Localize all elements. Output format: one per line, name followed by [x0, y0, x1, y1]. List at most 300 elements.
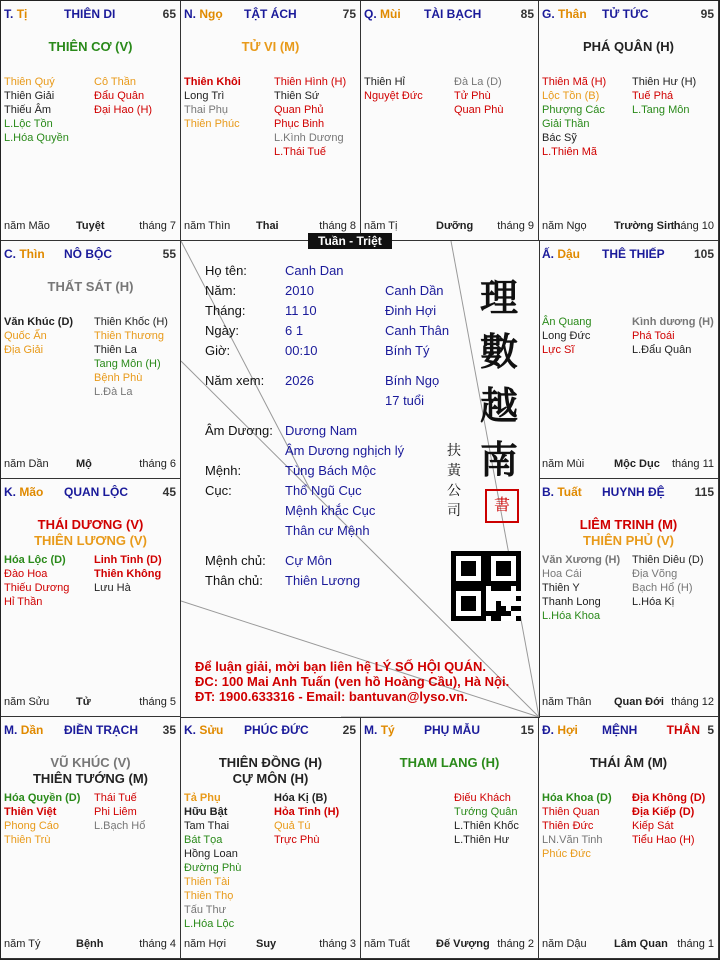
small-calligraphy	[447, 441, 469, 521]
info-value: Âm Dương nghịch lý	[285, 443, 405, 458]
minor-star: Văn Khúc (D)	[4, 316, 74, 328]
cell-footer	[184, 938, 356, 952]
minor-star: Thiên Phúc	[184, 118, 240, 130]
cell-age-number: 105	[693, 247, 714, 261]
minor-star: L.Hóa Khoa	[542, 610, 601, 622]
cell-stem: B.	[542, 485, 554, 499]
info-row	[205, 573, 455, 591]
minor-star: Phi Liêm	[94, 806, 137, 818]
main-star: THÁI DƯƠNG (V)	[37, 517, 144, 532]
cell-branch-name: Tuất	[557, 485, 582, 499]
info-value: Tùng Bách Mộc	[285, 463, 377, 478]
minor-star: Tiểu Hao (H)	[632, 834, 695, 846]
minor-star: Đẩu Quân	[94, 90, 145, 102]
cell-age-number: 5	[707, 723, 714, 737]
cell-header	[542, 247, 714, 263]
minor-star: Phượng Các	[542, 104, 605, 116]
minor-star: L.Hóa Lộc	[184, 918, 235, 930]
minor-star: Long Đức	[542, 330, 591, 342]
main-star: THIÊN ĐỒNG (H)	[218, 755, 323, 770]
main-star: CỰ MÔN (H)	[232, 771, 309, 786]
cell-branch-name: Dậu	[557, 247, 581, 261]
cell-branch	[4, 247, 45, 261]
minor-star: L.Thiên Hư	[454, 834, 510, 846]
cell-age-number: 65	[162, 7, 176, 21]
minor-star: Thai Phụ	[184, 104, 229, 116]
palace-cell-ngo[interactable]	[181, 1, 361, 241]
cell-stem: K.	[4, 485, 16, 499]
info-row	[205, 263, 455, 281]
cell-age-number: 75	[342, 7, 356, 21]
minor-star: Quốc Ấn	[4, 330, 47, 342]
minor-star: Thiên Việt	[4, 806, 57, 818]
minor-star: Địa Kiếp (D)	[632, 806, 695, 818]
cell-year: năm Tuất	[364, 938, 410, 950]
minor-stars-right	[454, 75, 504, 117]
minor-star: Tả Phụ	[184, 792, 221, 804]
cell-header	[542, 7, 714, 23]
cell-branch	[4, 7, 27, 21]
minor-star: Thiên La	[94, 344, 137, 356]
minor-star: Ân Quang	[542, 316, 592, 328]
cell-branch	[4, 485, 43, 499]
info-row	[205, 323, 455, 341]
contact-line: ĐC: 100 Mai Anh Tuấn (ven hồ Hoàng Cầu), Hà Nội.	[195, 674, 510, 689]
minor-stars-right	[274, 791, 339, 847]
minor-star: Hỉ Thần	[4, 596, 43, 608]
cell-footer	[364, 220, 534, 234]
cell-footer	[4, 938, 176, 952]
cell-branch-name: Thìn	[19, 247, 45, 261]
info-row	[205, 463, 455, 481]
info-value: Dương Nam	[285, 423, 358, 438]
tuan-triet-label: Tuần - Triệt	[308, 233, 392, 249]
cell-branch-name: Thân	[558, 7, 587, 21]
palace-cell-dan[interactable]	[1, 717, 181, 959]
info-value-lunar: Bính Tý	[385, 343, 430, 358]
cell-year: năm Mùi	[542, 458, 585, 470]
cell-month: tháng 2	[497, 938, 534, 950]
main-star: TỬ VI (M)	[241, 39, 300, 54]
cell-stem: G.	[542, 7, 555, 21]
minor-star: L.Thiên Khốc	[454, 820, 519, 832]
cell-palace-name: TÀI BẠCH	[424, 7, 482, 21]
info-label: Mệnh:	[205, 463, 242, 478]
main-stars	[361, 755, 538, 771]
cell-stem: Ấ.	[542, 247, 554, 261]
cell-month: tháng 8	[319, 220, 356, 232]
minor-star: Tử Phù	[454, 90, 491, 102]
cell-stem: M.	[4, 723, 18, 737]
minor-star: Đại Hao (H)	[94, 104, 153, 116]
minor-stars-left	[542, 553, 620, 623]
info-row	[205, 483, 455, 501]
main-star: THIÊN PHỦ (V)	[583, 533, 674, 548]
info-row	[205, 443, 455, 461]
minor-star: Hóa Lộc (D)	[4, 554, 66, 566]
main-star: LIÊM TRINH (M)	[579, 517, 678, 532]
minor-star: Tuế Phá	[632, 90, 674, 102]
minor-star: Bát Tọa	[184, 834, 223, 846]
palace-cell-mao[interactable]	[1, 479, 181, 717]
cell-header	[364, 723, 534, 739]
minor-star: Hồng Loan	[184, 848, 238, 860]
cell-month: tháng 11	[671, 458, 714, 470]
minor-star: Thiên Quan	[542, 806, 600, 818]
cell-footer	[4, 696, 176, 710]
main-stars	[1, 279, 180, 295]
cell-stage: Trường Sinh	[614, 220, 681, 232]
minor-star: L.Hóa Quyền	[4, 132, 69, 144]
cell-branch-name: Sửu	[199, 723, 224, 737]
calligraphy-logo	[469, 271, 529, 487]
minor-star: Thiên Quý	[4, 76, 55, 88]
main-stars	[181, 39, 360, 55]
cell-palace-name: THÊ THIẾP	[602, 247, 665, 261]
minor-stars-left	[542, 315, 592, 357]
minor-star: Trực Phù	[274, 834, 320, 846]
cell-year: năm Tị	[364, 220, 398, 232]
cell-stage: Tuyệt	[76, 220, 105, 232]
info-row	[205, 373, 455, 391]
cell-month: tháng 5	[139, 696, 176, 708]
contact-line: ĐT: 1900.633316 - Email: bantuvan@lyso.vn.	[195, 689, 468, 704]
minor-stars-left	[4, 791, 80, 847]
minor-star: Cô Thần	[94, 76, 136, 88]
cell-footer	[542, 458, 714, 472]
info-label: Năm:	[205, 283, 237, 298]
minor-star: Địa Võng	[632, 568, 678, 580]
cell-palace-name: PHÚC ĐỨC	[244, 723, 309, 737]
cell-stage: Mộc Dục	[614, 458, 660, 470]
minor-star: Hóa Kị (B)	[274, 792, 328, 804]
minor-star: L.Thái Tuế	[274, 146, 326, 158]
minor-star: Quan Phù	[454, 104, 504, 116]
cell-year: năm Mão	[4, 220, 50, 232]
info-value-lunar: Bính Ngọ	[385, 373, 440, 388]
cell-palace-name: ĐIỀN TRẠCH	[64, 723, 138, 737]
info-value-lunar: 17 tuổi	[385, 393, 425, 408]
small-calligraphy-char: 黃	[447, 463, 461, 479]
info-row	[205, 523, 455, 541]
minor-star: Đào Hoa	[4, 568, 48, 580]
cell-stage: Quan Đới	[614, 696, 664, 708]
main-star: THIÊN CƠ (V)	[48, 39, 133, 54]
minor-star: Bác Sỹ	[542, 132, 577, 144]
minor-star: Thiên Y	[542, 582, 580, 594]
cell-month: tháng 1	[677, 938, 714, 950]
cell-year: năm Hợi	[184, 938, 227, 950]
minor-star: Thiên Khôi	[184, 76, 241, 88]
info-value: Thân cư Mệnh	[285, 523, 370, 538]
cell-palace-name: TỬ TỨC	[602, 7, 649, 21]
minor-star: Thiên Đức	[542, 820, 594, 832]
info-value: 00:10	[285, 343, 318, 358]
cell-palace-name: NÔ BỘC	[64, 247, 112, 261]
minor-star: Thiên Hỉ	[364, 76, 405, 88]
info-value: Thổ Ngũ Cục	[285, 483, 362, 498]
cell-branch-name: Hợi	[557, 723, 578, 737]
minor-star: L.Thiên Mã	[542, 146, 598, 158]
cell-stage: Suy	[256, 938, 277, 950]
minor-stars-left	[542, 75, 606, 159]
minor-star: Bạch Hổ (H)	[632, 582, 693, 594]
main-star: THIÊN TƯỚNG (M)	[32, 771, 149, 786]
main-star: THIÊN LƯƠNG (V)	[34, 533, 147, 548]
cell-header	[542, 485, 714, 501]
contact-line: Để luận giải, mời bạn liên hệ LÝ SỐ HỘI QUÁN.	[195, 659, 486, 674]
center-panel	[181, 234, 540, 718]
cell-age-number: 85	[520, 7, 534, 21]
minor-star: L.Kình Dương	[274, 132, 344, 144]
main-star: THẤT SÁT (H)	[47, 279, 134, 294]
cell-footer	[364, 938, 534, 952]
main-stars	[539, 517, 718, 549]
minor-stars-left	[4, 553, 69, 609]
minor-star: Lực Sĩ	[542, 344, 575, 356]
cell-year: năm Sửu	[4, 696, 50, 708]
contact-info	[195, 659, 509, 704]
cell-branch-name: Tị	[16, 7, 28, 21]
info-value: Thiên Lương	[285, 573, 361, 588]
minor-stars-right	[94, 553, 162, 595]
minor-star: LN.Văn Tinh	[542, 834, 603, 846]
calligraphy-char: 越	[479, 383, 518, 428]
cell-branch-name: Dần	[20, 723, 44, 737]
minor-star: Thanh Long	[542, 596, 601, 608]
cell-palace-name: QUAN LỘC	[64, 485, 128, 499]
minor-star: Quả Tú	[274, 820, 311, 832]
minor-stars-left	[4, 315, 73, 357]
cell-footer	[4, 220, 176, 234]
main-stars	[539, 39, 718, 55]
minor-star: Hỏa Tinh (H)	[274, 806, 340, 818]
cell-stem: Đ.	[542, 723, 554, 737]
cell-branch	[364, 723, 395, 737]
minor-star: Tang Môn (H)	[94, 358, 161, 370]
palace-cell-suu[interactable]	[181, 717, 361, 959]
main-star: VŨ KHÚC (V)	[50, 755, 131, 770]
minor-star: Tướng Quân	[454, 806, 518, 818]
minor-stars-left	[4, 75, 69, 145]
info-row	[205, 303, 455, 321]
cell-branch-name: Mão	[19, 485, 44, 499]
cell-branch	[184, 7, 223, 21]
cell-age-number: 45	[162, 485, 176, 499]
minor-stars-right	[94, 75, 152, 117]
minor-star: L.Tang Môn	[632, 104, 690, 116]
cell-header	[4, 485, 176, 501]
minor-star: Thiên Thọ	[184, 890, 234, 902]
cell-year: năm Thìn	[184, 220, 231, 232]
palace-cell-thin[interactable]	[1, 241, 181, 479]
cell-month: tháng 10	[671, 220, 714, 232]
cell-branch-name: Ngọ	[199, 7, 223, 21]
small-calligraphy-char: 公	[447, 483, 461, 499]
cell-footer	[4, 458, 176, 472]
calligraphy-char: 理	[479, 275, 518, 320]
cell-stage: Đế Vượng	[436, 938, 490, 950]
info-row	[205, 393, 455, 411]
cell-branch	[542, 247, 580, 261]
cell-age-number: 35	[162, 723, 176, 737]
cell-footer	[184, 220, 356, 234]
info-value: 2026	[285, 373, 314, 388]
palace-cell-than[interactable]	[539, 1, 719, 241]
info-value: 11 10	[285, 303, 317, 318]
minor-star: Nguyệt Đức	[364, 90, 423, 102]
minor-star: Hữu Bật	[184, 806, 228, 818]
cell-header	[364, 7, 534, 23]
cell-palace-name: MỆNH	[602, 723, 638, 737]
cell-month: tháng 3	[319, 938, 356, 950]
minor-star: Lưu Hà	[94, 582, 131, 594]
minor-star: Hóa Quyền (D)	[4, 792, 81, 804]
cell-palace-name: PHỤ MẪU	[424, 723, 480, 737]
main-stars	[181, 755, 360, 787]
cell-footer	[542, 220, 714, 234]
cell-footer	[542, 696, 714, 710]
cell-branch	[542, 723, 578, 737]
minor-star: Đà La (D)	[454, 76, 502, 88]
palace-cell-tuat[interactable]	[539, 479, 719, 717]
minor-star: Văn Xương (H)	[542, 554, 621, 566]
minor-star: L.Lộc Tồn	[4, 118, 53, 130]
cell-year: năm Thân	[542, 696, 592, 708]
main-star: THAM LANG (H)	[399, 755, 500, 770]
palace-cell-mui[interactable]	[361, 1, 539, 241]
cell-body-marker: THÂN	[666, 723, 700, 737]
minor-star: Địa Không (D)	[632, 792, 706, 804]
cell-stage: Bệnh	[76, 938, 104, 950]
minor-star: Thiên Hình (H)	[274, 76, 347, 88]
cell-stem: K.	[184, 723, 196, 737]
minor-star: Thiên Tài	[184, 876, 230, 888]
minor-star: Phá Toái	[632, 330, 675, 342]
main-stars	[1, 755, 180, 787]
minor-star: Linh Tinh (D)	[94, 554, 162, 566]
palace-cell-ty2[interactable]	[361, 717, 539, 959]
cell-branch	[542, 485, 582, 499]
minor-star: Đường Phù	[184, 862, 242, 874]
minor-star: Thái Tuế	[94, 792, 137, 804]
palace-cell-hoi[interactable]	[539, 717, 719, 959]
cell-palace-name: THIÊN DI	[64, 7, 116, 21]
minor-star: Thiên Trù	[4, 834, 51, 846]
cell-branch	[184, 723, 223, 737]
info-row	[205, 283, 455, 301]
info-value: Mệnh khắc Cục	[285, 503, 376, 518]
cell-branch-name: Tý	[380, 723, 395, 737]
cell-header	[4, 723, 176, 739]
main-stars	[539, 755, 718, 771]
cell-palace-name: TẬT ÁCH	[244, 7, 297, 21]
minor-star: Thiên Diêu (D)	[632, 554, 704, 566]
cell-age-number: 95	[700, 7, 714, 21]
cell-stage: Lâm Quan	[614, 938, 668, 950]
qr-code-icon[interactable]	[451, 551, 521, 621]
cell-header	[542, 723, 714, 739]
info-value: 2010	[285, 283, 314, 298]
cell-branch-name: Mùi	[380, 7, 401, 21]
cell-year: năm Dậu	[542, 938, 587, 950]
cell-stem: T.	[4, 7, 14, 21]
cell-month: tháng 6	[139, 458, 176, 470]
main-stars	[1, 517, 180, 549]
minor-star: Thiếu Dương	[4, 582, 70, 594]
minor-star: Thiên Giải	[4, 90, 55, 102]
minor-stars-right	[94, 791, 145, 833]
main-stars	[1, 39, 180, 55]
info-value: Cự Môn	[285, 553, 332, 568]
cell-header	[184, 7, 356, 23]
minor-star: L.Bạch Hổ	[94, 820, 146, 832]
info-label: Họ tên:	[205, 263, 247, 278]
minor-star: Thiên Sứ	[274, 90, 320, 102]
info-label: Năm xem:	[205, 373, 265, 388]
minor-star: Thiên Thương	[94, 330, 165, 342]
palace-cell-dau[interactable]	[539, 241, 719, 479]
info-label: Cục:	[205, 483, 232, 498]
minor-star: Thiên Hư (H)	[632, 76, 697, 88]
minor-stars-right	[632, 315, 714, 357]
info-value: Canh Dan	[285, 263, 344, 278]
minor-stars-right	[454, 791, 519, 847]
cell-month: tháng 4	[139, 938, 176, 950]
cell-age-number: 55	[162, 247, 176, 261]
minor-star: Thiên Khốc (H)	[94, 316, 168, 328]
info-label: Tháng:	[205, 303, 246, 318]
minor-star: Bệnh Phù	[94, 372, 143, 384]
palace-cell-ty[interactable]	[1, 1, 181, 241]
cell-year: năm Ngọ	[542, 220, 587, 232]
cell-stage: Mộ	[76, 458, 92, 470]
minor-star: Phong Cáo	[4, 820, 60, 832]
info-value: 6 1	[285, 323, 304, 338]
info-value-lunar: Canh Thân	[385, 323, 450, 338]
minor-star: Thiếu Âm	[4, 104, 52, 116]
info-row	[205, 553, 455, 571]
minor-stars-left	[364, 75, 423, 103]
minor-star: Giải Thần	[542, 118, 590, 130]
info-value-lunar: Đinh Hợi	[385, 303, 437, 318]
info-row	[205, 503, 455, 521]
cell-stem: C.	[4, 247, 16, 261]
minor-stars-right	[632, 553, 704, 609]
small-calligraphy-char: 扶	[447, 443, 461, 459]
minor-star: Thiên Không	[94, 568, 162, 580]
cell-age-number: 25	[342, 723, 356, 737]
minor-stars-left	[184, 75, 241, 131]
minor-star: Tam Thai	[184, 820, 230, 832]
info-label: Mệnh chủ:	[205, 553, 266, 568]
minor-stars-right	[632, 791, 705, 847]
info-row	[205, 343, 455, 361]
main-star: THÁI ÂM (M)	[589, 755, 668, 770]
minor-stars-right	[274, 75, 346, 159]
calligraphy-char: 南	[479, 437, 518, 482]
cell-stage: Tử	[76, 696, 91, 708]
cell-year: năm Tý	[4, 938, 41, 950]
cell-header	[184, 723, 356, 739]
cell-age-number: 115	[694, 485, 714, 499]
info-label: Âm Dương:	[205, 423, 273, 438]
minor-stars-left	[184, 791, 241, 931]
red-seal: 書	[485, 489, 519, 523]
info-value-lunar: Canh Dần	[385, 283, 444, 298]
info-row	[205, 423, 455, 441]
minor-star: Tấu Thư	[184, 904, 227, 916]
